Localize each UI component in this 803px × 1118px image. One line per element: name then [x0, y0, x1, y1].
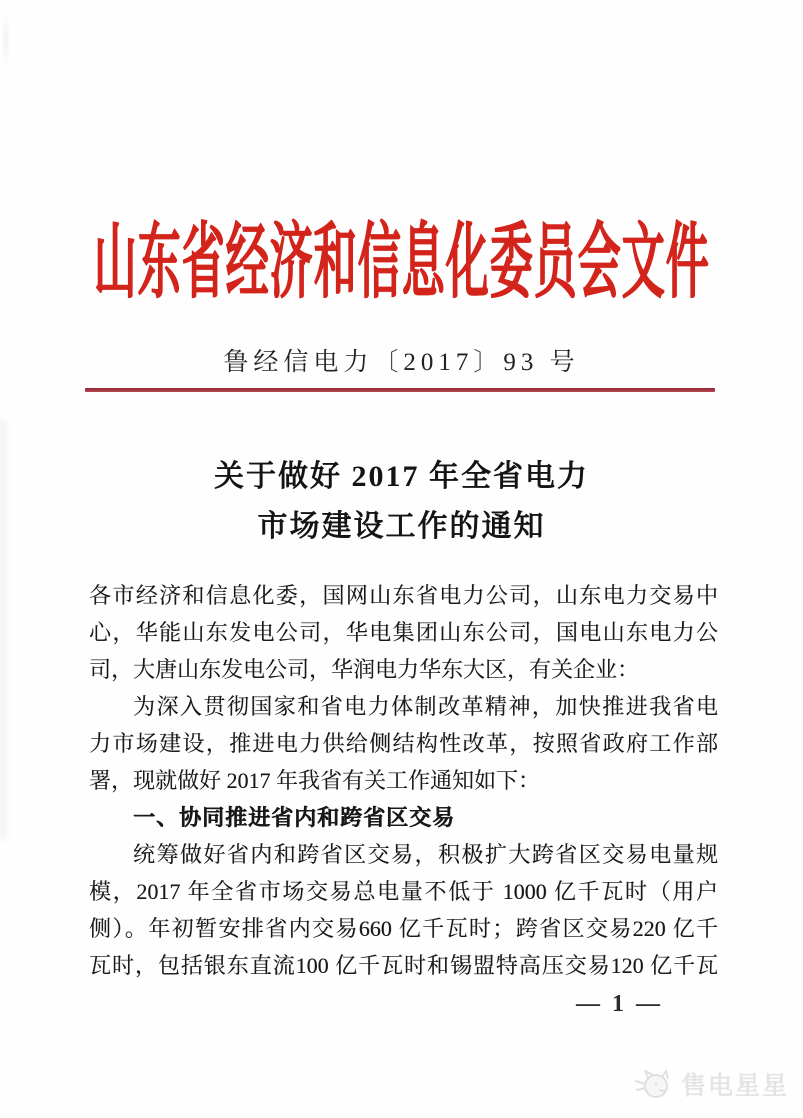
body-line: 瓦时，包括银东直流100 亿千瓦时和锡盟特高压交易120 亿千瓦 — [89, 953, 718, 978]
page-number: — 1 — — [576, 991, 663, 1017]
document-title-line-2: 市场建设工作的通知 — [257, 510, 546, 543]
body-line: 力市场建设，推进电力供给侧结构性改革，按照省政府工作部 — [89, 731, 718, 756]
watermark-text: 售电星星 — [680, 1072, 789, 1100]
document-body — [89, 577, 718, 984]
body-line: 统筹做好省内和跨省区交易，积极扩大跨省区交易电量规 — [133, 842, 718, 867]
body-line: 模，2017 年全省市场交易总电量不低于 1000 亿千瓦时（用户 — [89, 879, 718, 904]
body-line: 署，现就做好 2017 年我省有关工作通知如下： — [89, 768, 541, 793]
section-heading: 一、协同推进省内和跨省区交易 — [133, 805, 456, 830]
body-line: 侧）。年初暂安排省内交易660 亿千瓦时；跨省区交易220 亿千 — [89, 916, 718, 941]
cat-logo-icon — [634, 1067, 674, 1101]
body-line: 司，大唐山东发电公司，华润电力华东大区，有关企业： — [89, 657, 640, 682]
document-title-line-1: 关于做好 2017 年全省电力 — [214, 460, 589, 493]
body-line: 为深入贯彻国家和省电力体制改革精神，加快推进我省电 — [133, 694, 718, 719]
watermark — [634, 1066, 789, 1102]
scan-artifact — [2, 10, 10, 70]
red-divider-rule — [85, 388, 715, 392]
document-title — [0, 452, 803, 552]
document-number: 鲁经信电力〔2017〕93 号 — [223, 349, 580, 376]
body-line: 心，华能山东发电公司，华电集团山东公司，国电山东电力公 — [89, 620, 718, 645]
red-header-banner: 山东省经济和信息化委员会文件 — [93, 219, 710, 310]
body-line: 各市经济和信息化委，国网山东省电力公司，山东电力交易中 — [89, 583, 718, 608]
